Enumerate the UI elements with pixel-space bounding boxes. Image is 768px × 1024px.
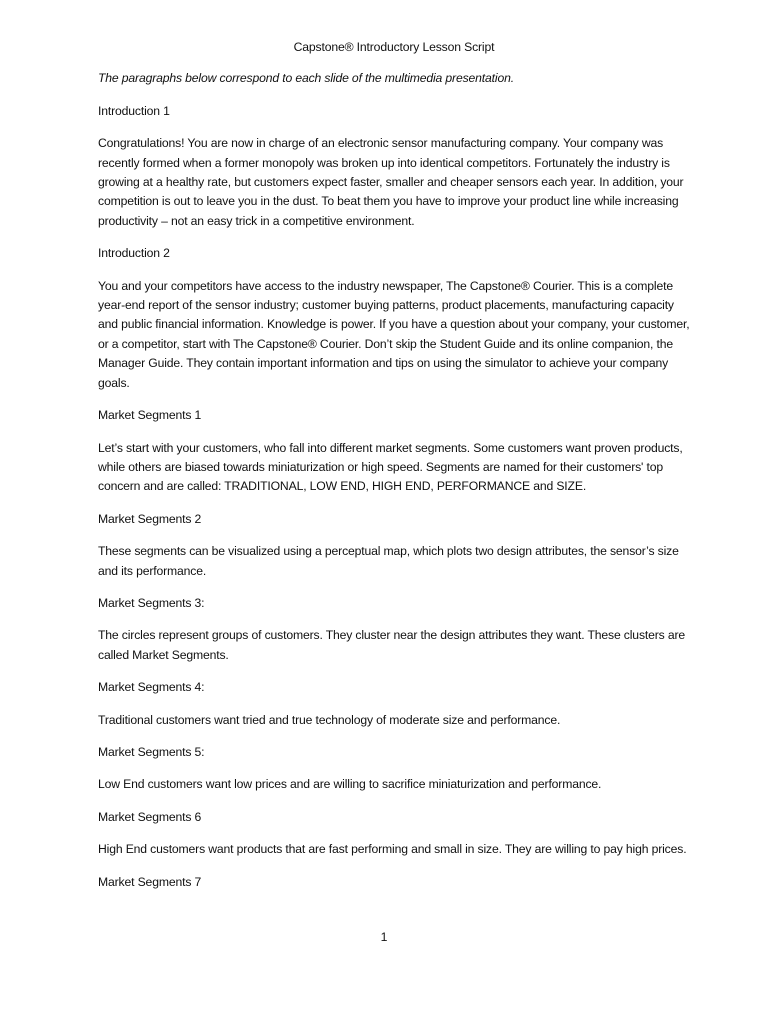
section-paragraph: Traditional customers want tried and true technology of moderate size and performance. [98, 712, 561, 727]
section-paragraph: High End customers want products that are fast performing and small in size. They are willing to pay high prices. [98, 842, 687, 857]
document-title: Capstone® Introductory Lesson Script [293, 40, 495, 54]
section-heading: Market Segments 4: [98, 680, 205, 695]
section-paragraph: You and your competitors have access to the industry newspaper, The Capstone® Courier. This is a complete year-end report of the sensor industry; customer buying patterns, product placements, manufacturing capacity and public financial information. Knowledge is power. If you have a question about your company, your customer, or a competitor, start with The Capstone® Courier. Don’t skip the Student Guide and its online companion, the Manager Guide. They contain important information and tips on using the simulator to achieve your company goals. [98, 278, 690, 390]
section-paragraph: Let’s start with your customers, who fall into different market segments. Some customers want proven products, while others are biased towards miniaturization or high speed. Segments are named for their customers' top concern and are called: TRADITIONAL, LOW END, HIGH END, PERFORMANCE and SIZE. [98, 440, 683, 494]
section-heading: Market Segments 2 [98, 511, 202, 526]
document-intro: The paragraphs below correspond to each slide of the multimedia presentation. [98, 71, 514, 86]
section-paragraph: Congratulations! You are now in charge of an electronic sensor manufacturing company. Your company was recently formed when a former monopoly was broken up into identical competitors. Fortunately the industry is growing at a healthy rate, but customers expect faster, smaller and cheaper sensors each year. In addition, your competition is out to leave you in the dust. To beat them you have to improve your product line while increasing productivity – not an easy trick in a competitive environment. [98, 136, 684, 228]
section-heading: Market Segments 1 [98, 408, 202, 423]
section-paragraph: These segments can be visualized using a perceptual map, which plots two design attributes, the sensor’s size and its performance. [98, 544, 679, 578]
section-heading: Market Segments 3: [98, 595, 205, 610]
section-heading: Market Segments 5: [98, 744, 205, 759]
section-paragraph: The circles represent groups of customers. They cluster near the design attributes they want. These clusters are called Market Segments. [98, 628, 685, 662]
section-paragraph: Low End customers want low prices and are willing to sacrifice miniaturization and performance. [98, 777, 602, 792]
document-page [98, 38, 690, 905]
section-heading: Introduction 2 [98, 246, 170, 261]
page-number: 1 [380, 930, 388, 944]
section-heading: Introduction 1 [98, 103, 170, 118]
section-heading: Market Segments 6 [98, 809, 202, 824]
section-heading: Market Segments 7 [98, 874, 202, 889]
